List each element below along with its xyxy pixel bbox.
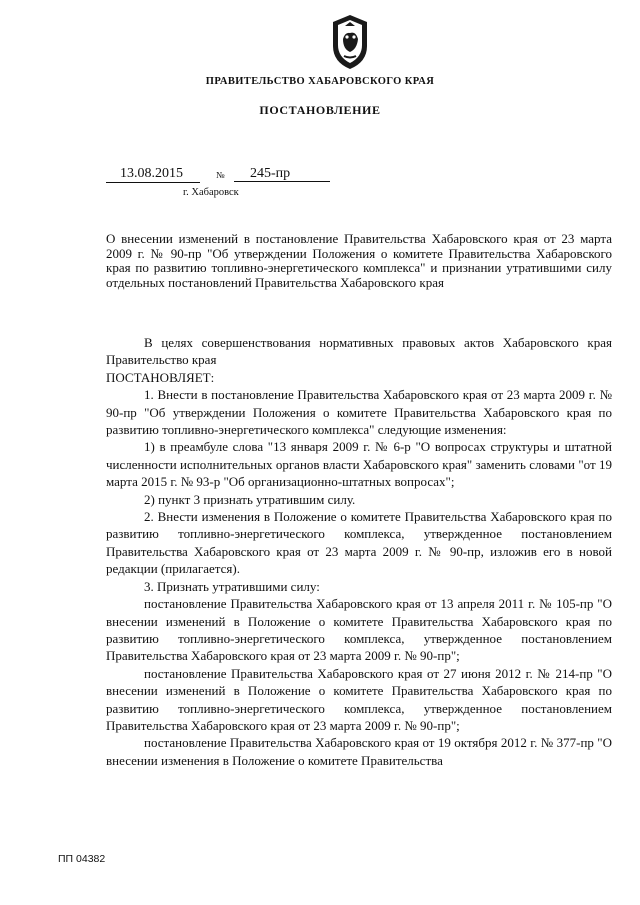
paragraph: 2. Внести изменения в Положение о комитете Правительства Хабаровского края по развитию топливно-энергетического комплекса, утвержденное постановлением Правительства Хабаровского края от 23 марта 2009 г. № 90-пр, изложив его в новой редакции (прилагается). xyxy=(106,509,612,577)
preamble: В целях совершенствования нормативных правовых актов Хабаровского края Правительство края xyxy=(106,335,612,368)
footer-code: ПП 04382 xyxy=(58,853,106,865)
government-name: ПРАВИТЕЛЬСТВО ХАБАРОВСКОГО КРАЯ xyxy=(205,76,435,87)
document-subject: О внесении изменений в постановление Правительства Хабаровского края от 23 марта 2009 г. № 90-пр "Об утверждении Положения о комитете Правительства Хабаровского края по развитию топливно-энергетического комплекса" и признании утратившими силу отдельных постановлений Правительства Хабаровского края xyxy=(106,231,612,290)
paragraph: 3. Признать утратившими силу: xyxy=(144,578,320,594)
document-date: 13.08.2015 xyxy=(106,165,200,183)
coat-of-arms-icon xyxy=(327,12,373,72)
document-body xyxy=(106,334,612,769)
number-sign: № xyxy=(216,170,225,180)
decree-word: ПОСТАНОВЛЯЕТ: xyxy=(106,369,215,385)
paragraph: 2) пункт 3 признать утратившим силу. xyxy=(144,491,356,507)
document-type: ПОСТАНОВЛЕНИЕ xyxy=(259,103,381,117)
paragraph: постановление Правительства Хабаровского края от 27 июня 2012 г. № 214-пр "О внесении изменений в Положение о комитете Правительства Хабаровского края по развитию топливно-энергетического комплекса, утвержденное постановлением Правительства Хабаровского края от 23 марта 2009 г. № 90-пр"; xyxy=(106,665,612,733)
city: г. Хабаровск xyxy=(183,187,239,198)
paragraph: постановление Правительства Хабаровского края от 13 апреля 2011 г. № 105-пр "О внесении изменений в Положение о комитете Правительства Хабаровского края по развитию топливно-энергетического комплекса, утвержденное постановлением Правительства Хабаровского края от 23 марта 2009 г. № 90-пр"; xyxy=(106,596,612,664)
paragraph: 1) в преамбуле слова "13 января 2009 г. № 6-р "О вопросах структуры и штатной численности исполнительных органов власти Хабаровского края" заменить словами "от 19 марта 2015 г. № 93-р "Об организационно-штатных вопросах"; xyxy=(106,439,612,490)
paragraph: 1. Внести в постановление Правительства Хабаровского края от 23 марта 2009 г. № 90-пр "Об утверждении Положения о комитете Правительства Хабаровского края по развитию топливно-энергетического комплекса" следующие изменения: xyxy=(106,387,612,438)
document-number: 245-пр xyxy=(234,165,330,182)
paragraph: постановление Правительства Хабаровского края от 19 октября 2012 г. № 377-пр "О внесении изменения в Положение о комитете Правительства xyxy=(106,735,612,768)
